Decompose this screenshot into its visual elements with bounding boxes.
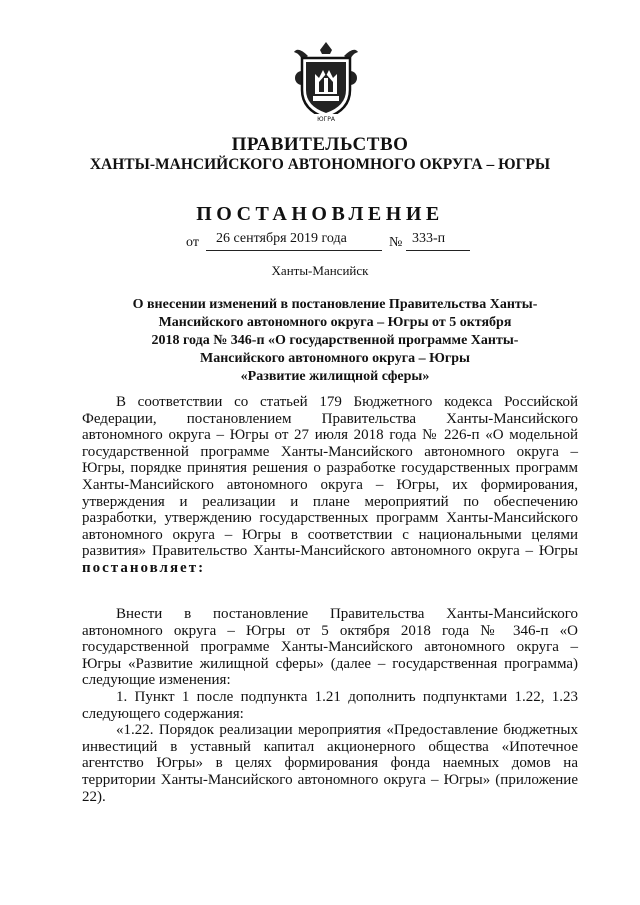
heading-line: Мансийского автономного округа – Югры от 5 октября <box>158 315 512 330</box>
date-underline <box>206 250 382 251</box>
document-type: ПОСТАНОВЛЕНИЕ <box>196 203 444 225</box>
number-underline <box>406 250 470 251</box>
coat-of-arms-icon <box>286 38 366 124</box>
city-name: Ханты-Мансийск <box>271 263 369 278</box>
body-paragraph-1: Внести в постановление Правительства Ханты-Мансийского автономного округа – Югры от 5 октября 2018 года № 346-п «О государственной программе Ханты-Мансийского автономного округа – Югры «Развитие жилищной сферы» (далее – государственная программа) следующие изменения: <box>82 606 578 689</box>
document-heading <box>80 296 590 386</box>
body-paragraph-2: 1. Пункт 1 после подпункта 1.21 дополнить подпунктами 1.22, 1.23 следующего содержания: <box>82 688 578 722</box>
main-body <box>82 606 578 805</box>
preamble-text: В соответствии со статьей 179 Бюджетного кодекса Российской Федерации, постановлением Правительства Ханты-Мансийского автономного округа – Югры от 27 июля 2018 года № 226-п «О модельной государственной программе Ханты-Мансийского автономного округа – Югры, порядке принятия решения о разработке государственных программ Ханты-Мансийского автономного округа – Югры, их формирования, утверждения и реализации и плане мероприятий по обеспечению разработки, утверждению государственных программ Ханты-Мансийского автономного округа – Югры в соответствии с национальными целями развития» Правительство Ханты-Мансийского автономного округа – Югры <box>82 394 578 560</box>
preamble <box>82 394 578 577</box>
body-paragraph-3: «1.22. Порядок реализации мероприятия «Предоставление бюджетных инвестиций в уставный капитал акционерного общества «Ипотечное агентство Югры» в целях формирования фонда наемных домов на территории Ханты-Мансийского автономного округа – Югры» (приложение 22). <box>82 722 578 805</box>
heading-line: 2018 года № 346-п «О государственной программе Ханты- <box>151 333 519 348</box>
document-date: 26 сентября 2019 года <box>216 231 347 246</box>
government-subtitle: ХАНТЫ-МАНСИЙСКОГО АВТОНОМНОГО ОКРУГА – ЮГРЫ <box>89 156 551 173</box>
document-number: 333-п <box>412 231 446 246</box>
preamble-paragraph <box>82 394 578 577</box>
resolves-word: постановляет: <box>82 559 206 576</box>
number-prefix: № <box>389 235 403 250</box>
date-number-line <box>186 231 486 255</box>
date-prefix: от <box>186 235 199 250</box>
government-title: ПРАВИТЕЛЬСТВО <box>231 134 409 155</box>
emblem-text: ЮГРА <box>317 116 335 123</box>
heading-line: О внесении изменений в постановление Правительства Ханты- <box>132 297 538 312</box>
heading-line: «Развитие жилищной сферы» <box>240 369 430 384</box>
heading-line: Мансийского автономного округа – Югры <box>200 351 470 366</box>
